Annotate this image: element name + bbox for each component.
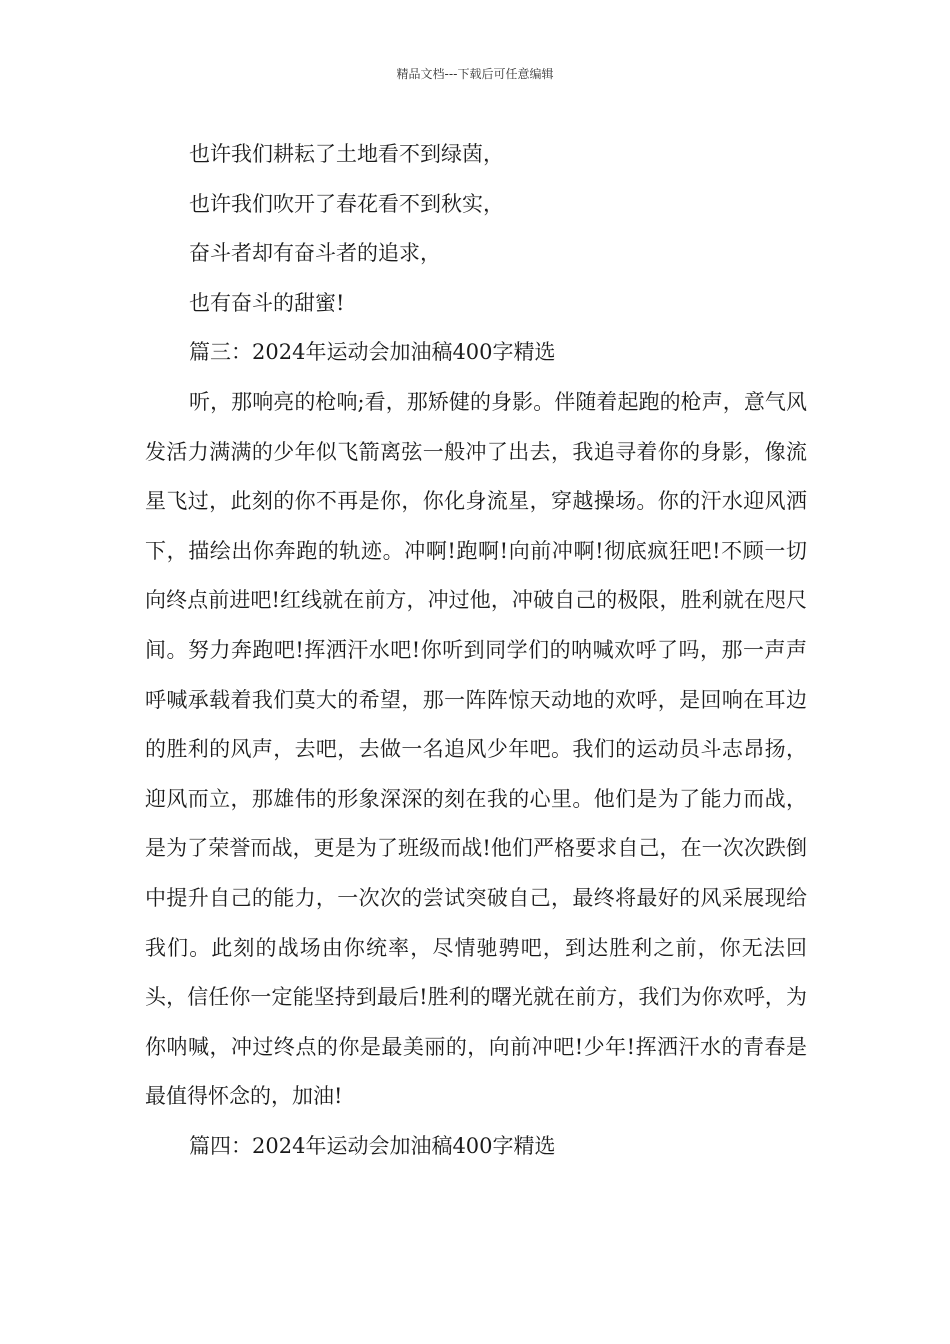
page-header: 精品文档---下载后可任意编辑 [396,67,554,81]
poem-line: 也有奋斗的甜蜜! [189,290,345,315]
poem-line: 奋斗者却有奋斗者的追求， [189,241,441,266]
section-3-title: 篇三：2024年运动会加油稿400字精选 [189,340,556,365]
section-4-title: 篇四：2024年运动会加油稿400字精选 [189,1133,556,1158]
poem-line: 也许我们吹开了春花看不到秋实， [189,191,504,216]
poem-line: 也许我们耕耘了土地看不到绿茵， [189,142,504,166]
section-3-paragraph: 听，那响亮的枪响;看，那矫健的身影。伴随着起跑的枪声，意气风发活力满满的少年似飞箭离弦一般冲了出去，我追寻着你的身影，像流星飞过，此刻的你不再是你，你化身流星，穿越操场。你的汗水迎风洒下，描绘出你奔跑的轨迹。冲啊!跑啊!向前冲啊!彻底疯狂吧!不顾一切向终点前进吧!红线就在前方，冲过他，冲破自己的极限，胜利就在咫尺间。努力奔跑吧!挥洒汗水吧!你听到同学们的呐喊欢呼了吗，那一声声呼喊承载着我们莫大的希望，那一阵阵惊天动地的欢呼，是回响在耳边的胜利的风声，去吧，去做一名追风少年吧。我们的运动员斗志昂扬，迎风而立，那雄伟的形象深深的刻在我的心里。他们是为了能力而战，是为了荣誉而战，更是为了班级而战!他们严格要求自己，在一次次跌倒中提升自己的能力，一次次的尝试突破自己，最终将最好的风采展现给我们。此刻的战场由你统率，尽情驰骋吧，到达胜利之前，你无法回头，信任你一定能坚持到最后!胜利的曙光就在前方，我们为你欢呼，为你呐喊，冲过终点的你是最美丽的，向前冲吧!少年!挥洒汗水的青春是最值得怀念的，加油! [145,389,807,1109]
document-body [145,130,807,1171]
